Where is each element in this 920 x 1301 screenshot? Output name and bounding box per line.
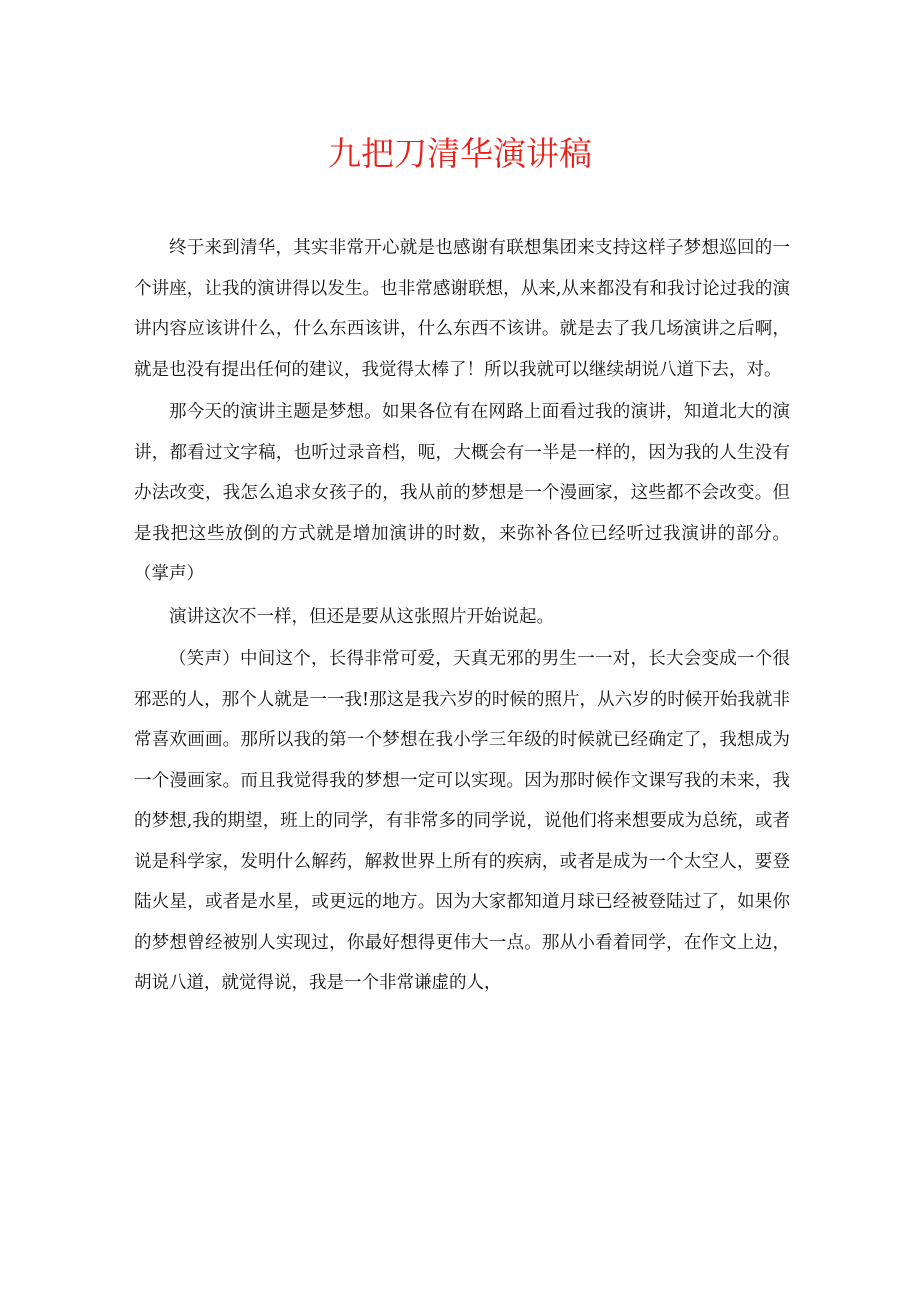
- document-body: [134, 228, 790, 1004]
- paragraph-2: 那今天的演讲主题是梦想。如果各位有在网路上面看过我的演讲，知道北大的演讲，都看过文字稿，也听过录音档，呃，大概会有一半是一样的，因为我的人生没有办法改变，我怎么追求女孩子的，我从前的梦想是一个漫画家，这些都不会改变。但是我把这些放倒的方式就是增加演讲的时数，来弥补各位已经听过我演讲的部分。（掌声）: [134, 402, 790, 584]
- paragraph-3: 演讲这次不一样，但还是要从这张照片开始说起。: [169, 606, 554, 627]
- document-title: 九把刀清华演讲稿: [328, 134, 592, 173]
- paragraph-1: 终于来到清华，其实非常开心就是也感谢有联想集团来支持这样子梦想巡回的一个讲座，让我的演讲得以发生。也非常感谢联想，从来,从来都没有和我讨论过我的演讲内容应该讲什么，什么东西该讲，什么东西不该讲。就是去了我几场演讲之后啊，就是也没有提出任何的建议，我觉得太棒了！所以我就可以继续胡说八道下去，对。: [134, 238, 790, 380]
- paragraph-4: （笑声）中间这个，长得非常可爱，天真无邪的男生一一对，长大会变成一个很邪恶的人，那个人就是一一我!那这是我六岁的时候的照片，从六岁的时候开始我就非常喜欢画画。那所以我的第一个梦想在我小学三年级的时候就已经确定了，我想成为一个漫画家。而且我觉得我的梦想一定可以实现。因为那时候作文课写我的未来，我的梦想,我的期望，班上的同学，有非常多的同学说，说他们将来想要成为总统，或者说是科学家，发明什么解药，解救世界上所有的疾病，或者是成为一个太空人，要登陆火星，或者是水星，或更远的地方。因为大家都知道月球已经被登陆过了，如果你的梦想曾经被别人实现过，你最好想得更伟大一点。那从小看着同学，在作文上边，胡说八道，就觉得说，我是一个非常谦虚的人，: [134, 649, 790, 993]
